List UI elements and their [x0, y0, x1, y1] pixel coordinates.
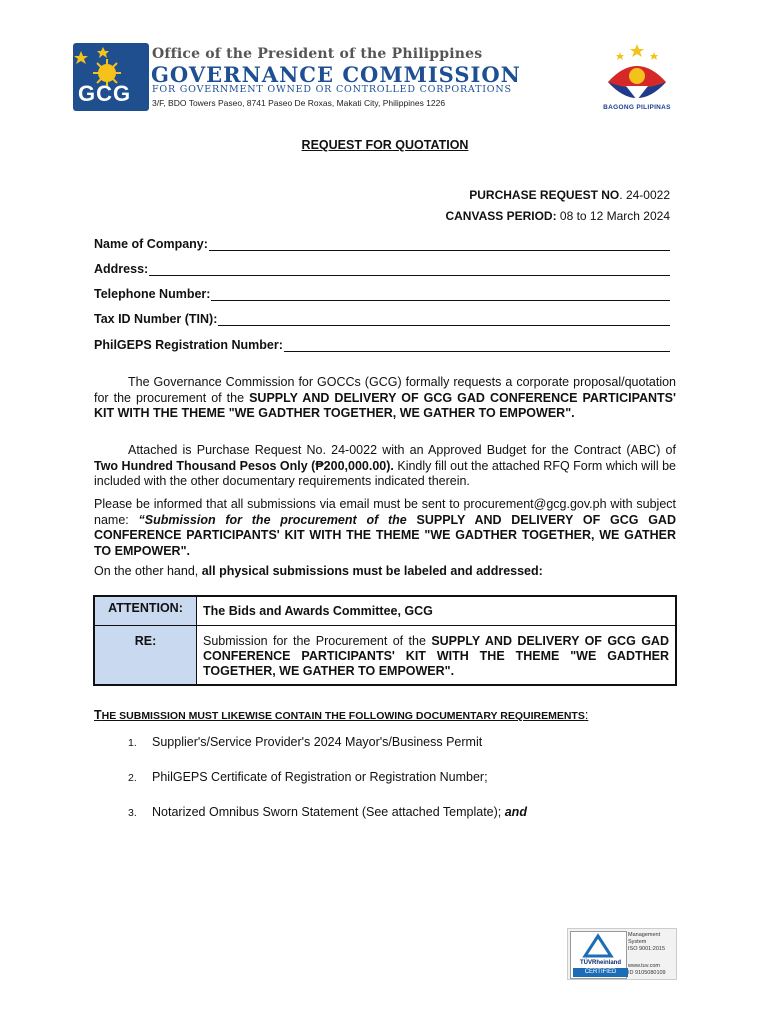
requirements-heading-initial: T	[94, 708, 102, 722]
address-blank[interactable]	[149, 263, 670, 276]
document-title: REQUEST FOR QUOTATION	[301, 138, 469, 152]
attention-row	[94, 596, 676, 626]
canvass-period-value: 08 to 12 March 2024	[556, 209, 670, 223]
list-item-number: 2.	[128, 772, 137, 784]
address-label: Address:	[94, 262, 149, 276]
tuv-triangle-icon	[571, 932, 626, 962]
tin-label: Tax ID Number (TIN):	[94, 312, 218, 326]
email-subject-italic: “Submission for the procurement of the	[138, 512, 407, 527]
requirements-heading	[94, 708, 588, 722]
email-subject-bold: SUPPLY AND DELIVERY OF GCG GAD CONFERENCE PARTICIPANTS' KIT WITH THE THEME "WE GADTHER TOGETHER, WE GATHER TO EMPOWER".	[94, 512, 676, 558]
tuv-line-system: System	[628, 939, 647, 945]
tuv-mark	[570, 931, 627, 979]
gcg-logo-text: GCG	[78, 81, 132, 106]
tuv-brand-text: TÜVRheinland	[579, 960, 621, 966]
purchase-request-label: PURCHASE REQUEST NO	[469, 188, 620, 202]
bagong-pilipinas-text: BAGONG PILIPINAS	[603, 104, 671, 111]
budget-paragraph	[94, 443, 676, 490]
commission-name: GOVERNANCE COMMISSION	[151, 62, 521, 87]
tuv-line-url: www.tuv.com	[628, 963, 660, 969]
budget-text-end: Kindly fill out the attached RFQ Form which will be included with the other documentary requirements indicated therein.	[94, 458, 676, 488]
philgeps-label: PhilGEPS Registration Number:	[94, 338, 283, 352]
canvass-period-label: CANVASS PERIOD:	[445, 209, 557, 223]
list-item	[128, 770, 488, 784]
list-item-tail: and	[504, 805, 527, 819]
tuv-certified-text: CERTIFIED	[573, 968, 628, 977]
tuv-line-id: ID 9105080109	[628, 970, 666, 976]
list-item-number: 3.	[128, 807, 137, 819]
physical-bold-text: all physical submissions must be labeled and addressed:	[201, 564, 543, 578]
re-value-text: Submission for the Procurement of the	[203, 634, 432, 648]
address-field[interactable]	[94, 262, 670, 276]
tin-blank[interactable]	[218, 313, 670, 326]
list-item	[128, 735, 482, 749]
purchase-request-value: . 24-0022	[619, 188, 670, 202]
telephone-field[interactable]	[94, 287, 670, 301]
requirements-heading-text: HE SUBMISSION MUST LIKEWISE CONTAIN THE FOLLOWING DOCUMENTARY REQUIREMENTS	[101, 710, 585, 722]
telephone-label: Telephone Number:	[94, 287, 211, 301]
list-item	[128, 805, 527, 819]
budget-amount: Two Hundred Thousand Pesos Only (₱200,000.00).	[94, 458, 394, 473]
attention-table	[93, 595, 677, 686]
tuv-certification-badge	[567, 928, 677, 980]
canvass-period-line	[445, 209, 670, 223]
list-item-text: Supplier's/Service Provider's 2024 Mayor's/Business Permit	[152, 735, 483, 749]
list-item-text: PhilGEPS Certificate of Registration or Registration Number;	[152, 770, 488, 784]
re-value	[197, 626, 677, 686]
physical-paragraph	[94, 564, 676, 580]
list-item-text: Notarized Omnibus Sworn Statement (See attached Template);	[152, 805, 505, 819]
tuv-line-management: Management	[628, 932, 661, 938]
telephone-blank[interactable]	[211, 288, 670, 301]
intro-paragraph	[94, 375, 676, 422]
attention-value: The Bids and Awards Committee, GCG	[197, 596, 677, 626]
attention-label: ATTENTION:	[94, 596, 197, 626]
tuv-line-iso: ISO 9001:2015	[628, 946, 666, 952]
physical-text: On the other hand,	[94, 564, 202, 578]
commission-address: 3/F, BDO Towers Paseo, 8741 Paseo De Roxas, Makati City, Philippines 1226	[152, 98, 446, 108]
office-line: Office of the President of the Philippines	[152, 46, 483, 62]
re-row	[94, 626, 676, 686]
intro-bold-text: SUPPLY AND DELIVERY OF GCG GAD CONFERENCE PARTICIPANTS' KIT WITH THE THEME "WE GADTHER TOGETHER, WE GATHER TO EMPOWER".	[94, 390, 676, 420]
list-item-number: 1.	[128, 737, 137, 749]
budget-text: Attached is Purchase Request No. 24-0022 with an Approved Budget for the Contract (ABC) of	[128, 443, 676, 457]
company-name-label: Name of Company:	[94, 237, 208, 251]
philgeps-blank[interactable]	[284, 339, 670, 352]
re-label: RE:	[94, 626, 197, 686]
company-name-field[interactable]	[94, 237, 670, 251]
email-text: Please be informed that all submissions via email must be sent to procurement@gcg.gov.ph with subject name:	[94, 497, 676, 527]
email-paragraph	[94, 497, 676, 559]
gcg-logo	[73, 43, 149, 111]
requirements-heading-colon: :	[584, 708, 589, 722]
philgeps-field[interactable]	[94, 338, 670, 352]
re-value-bold: SUPPLY AND DELIVERY OF GCG GAD CONFERENCE PARTICIPANTS' KIT WITH THE THEME "WE GADTHER TOGETHER, WE GATHER TO EMPOWER".	[203, 634, 669, 678]
tin-field[interactable]	[94, 312, 670, 326]
purchase-request-line	[469, 188, 670, 202]
intro-text: The Governance Commission for GOCCs (GCG) formally requests a corporate proposal/quotation for the procurement of the	[94, 375, 676, 405]
commission-subtitle: FOR GOVERNMENT OWNED OR CONTROLLED CORPORATIONS	[152, 84, 512, 95]
company-name-blank[interactable]	[209, 238, 670, 251]
